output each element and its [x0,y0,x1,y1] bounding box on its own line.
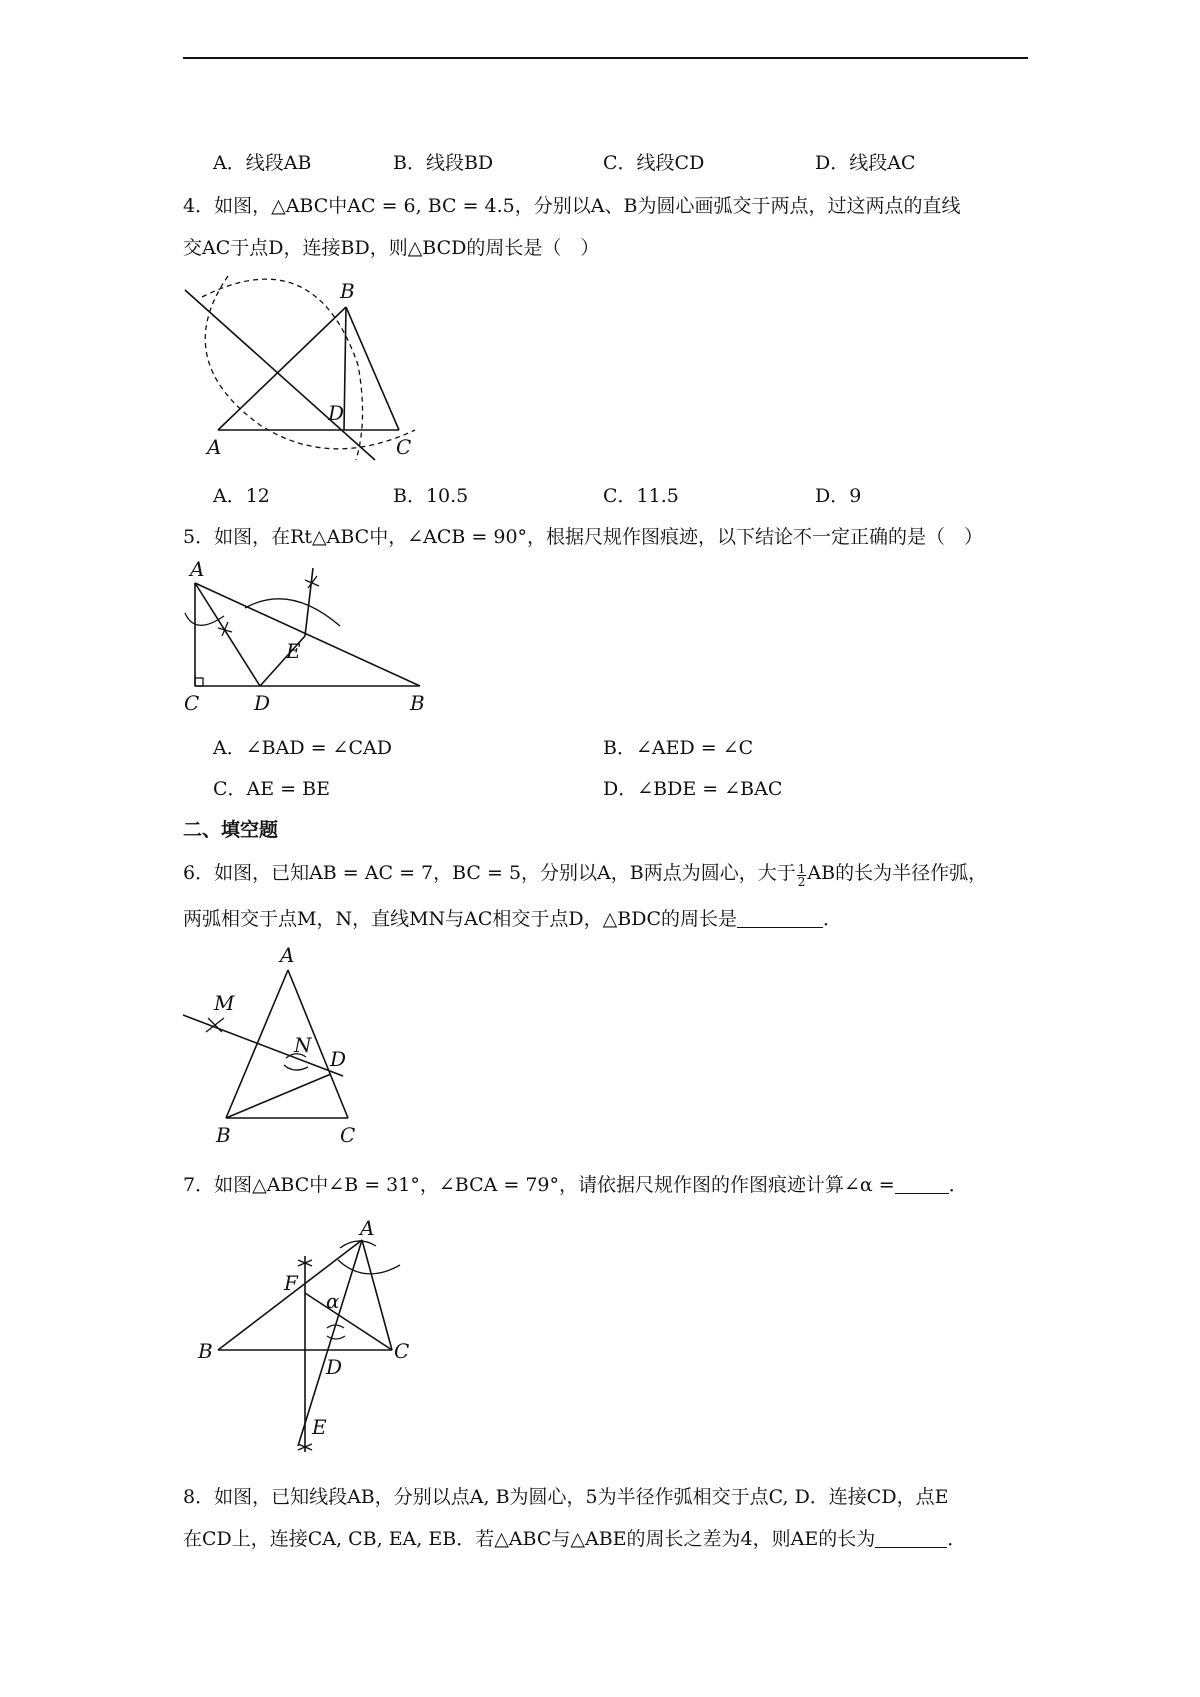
q7-answer-blank[interactable] [895,1175,949,1194]
q4-side-bc [346,307,399,430]
q4-option-d[interactable]: D．9 [815,485,862,507]
q7-label-d: D [326,1355,343,1379]
q5-right-angle-mark [195,678,203,686]
q4-arc-from-b [205,276,415,449]
q6-label-c: C [340,1123,356,1147]
q7-label-e: E [312,1415,327,1439]
q5-option-d[interactable]: D．∠BDE = ∠BAC [603,778,783,800]
q5-label-a: A [190,557,205,581]
q4-stem-line1: 4．如图，△ABC中AC = 6, BC = 4.5，分别以A、B为圆心画弧交于两点，过这两点的直线 [183,195,961,217]
q7-arc-top [340,1241,376,1248]
q7-line-ae [298,1240,362,1446]
q4-option-b[interactable]: B．10.5 [393,485,469,507]
q6-label-d: D [330,1047,347,1071]
q8-answer-blank[interactable] [875,1529,947,1548]
q7-figure [180,1216,420,1460]
q5-option-a[interactable]: A．∠BAD = ∠CAD [213,737,392,759]
q5-label-b: B [410,691,425,715]
q6-stem-line1-part1: 6．如图，已知AB = AC = 7，BC = 5，分别以A，B两点为圆心，大于 [183,862,796,884]
q6-stem-line2-end: ． [823,908,843,930]
q7-cross-d-b [327,1336,345,1339]
q4-stem-line2: 交AC于点D，连接BD，则△BCD的周长是（ ） [183,237,600,259]
q7-label-a: A [360,1216,375,1240]
q7-side-ab [218,1240,362,1350]
q7-stem-line1 [183,1170,968,1197]
q6-figure [180,940,380,1145]
q7-stem-line1-text: 7．如图△ABC中∠B = 31°，∠BCA = 79°，请依据尺规作图的作图痕迹计算∠α = [183,1174,895,1196]
q8-stem-line2-text: 在CD上，连接CA, CB, EA, EB．若△ABC与△ABE的周长之差为4，则AE的长为 [183,1528,876,1550]
q5-figure [180,558,440,718]
q6-stem-line2-text: 两弧相交于点M，N，直线MN与AC相交于点D，△BDC的周长是 [183,908,737,930]
q4-label-b: B [340,279,355,303]
q7-label-alpha: α [326,1289,340,1313]
q4-label-c: C [396,435,412,459]
q6-label-b: B [216,1123,231,1147]
q3-option-a[interactable]: A．线段AB [213,152,312,174]
q7-label-f: F [284,1271,298,1295]
q4-figure [180,270,430,465]
q5-option-b[interactable]: B．∠AED = ∠C [603,737,754,759]
q5-stem-line1: 5．如图，在Rt△ABC中，∠ACB = 90°，根据尺规作图痕迹，以下结论不一定正确的是（ ） [183,526,984,548]
q5-perp-bisector [305,568,313,636]
q7-label-b: B [198,1339,213,1363]
header-rule [183,57,1028,59]
q4-side-ab [218,307,346,430]
q6-cross-n-b [284,1065,308,1070]
q8-stem-line2-end: ． [947,1528,967,1550]
q3-option-b[interactable]: B．线段BD [393,152,494,174]
q3-option-d[interactable]: D．线段AC [815,152,916,174]
q6-fraction [797,863,807,888]
q4-segment-bd [344,307,346,430]
q6-label-a: A [280,943,295,967]
q4-option-c[interactable]: C．11.5 [603,485,679,507]
q5-label-e: E [286,639,301,663]
q6-fraction-denominator: 2 [797,875,806,889]
q7-stem-line1-end: ． [948,1174,968,1196]
q5-option-c[interactable]: C．AE = BE [213,778,330,800]
q4-option-a[interactable]: A．12 [213,485,270,507]
q5-label-c: C [184,691,200,715]
q5-arc-a [185,613,224,625]
q6-stem-line1-part2: AB的长为半径作弧， [807,862,988,884]
q6-label-n: N [294,1033,312,1057]
q6-answer-blank[interactable] [737,909,823,928]
q7-label-c: C [394,1339,410,1363]
q5-label-d: D [254,691,271,715]
q4-label-a: A [207,435,222,459]
q5-side-ab [195,583,420,686]
q6-stem-line1 [183,858,987,888]
q8-stem-line1: 8．如图，已知线段AB，分别以点A, B为圆心，5为半径作弧相交于点C, D．连接CD，点E [183,1486,949,1508]
section-title-fill-blank: 二、填空题 [183,819,279,841]
q3-option-c[interactable]: C．线段CD [603,152,705,174]
q4-arc-from-a [202,279,363,460]
q6-label-m: M [214,991,235,1015]
q8-stem-line2 [183,1524,966,1551]
q6-stem-line2 [183,904,842,931]
q4-label-d: D [328,401,345,425]
q6-fraction-numerator: 1 [797,862,806,876]
